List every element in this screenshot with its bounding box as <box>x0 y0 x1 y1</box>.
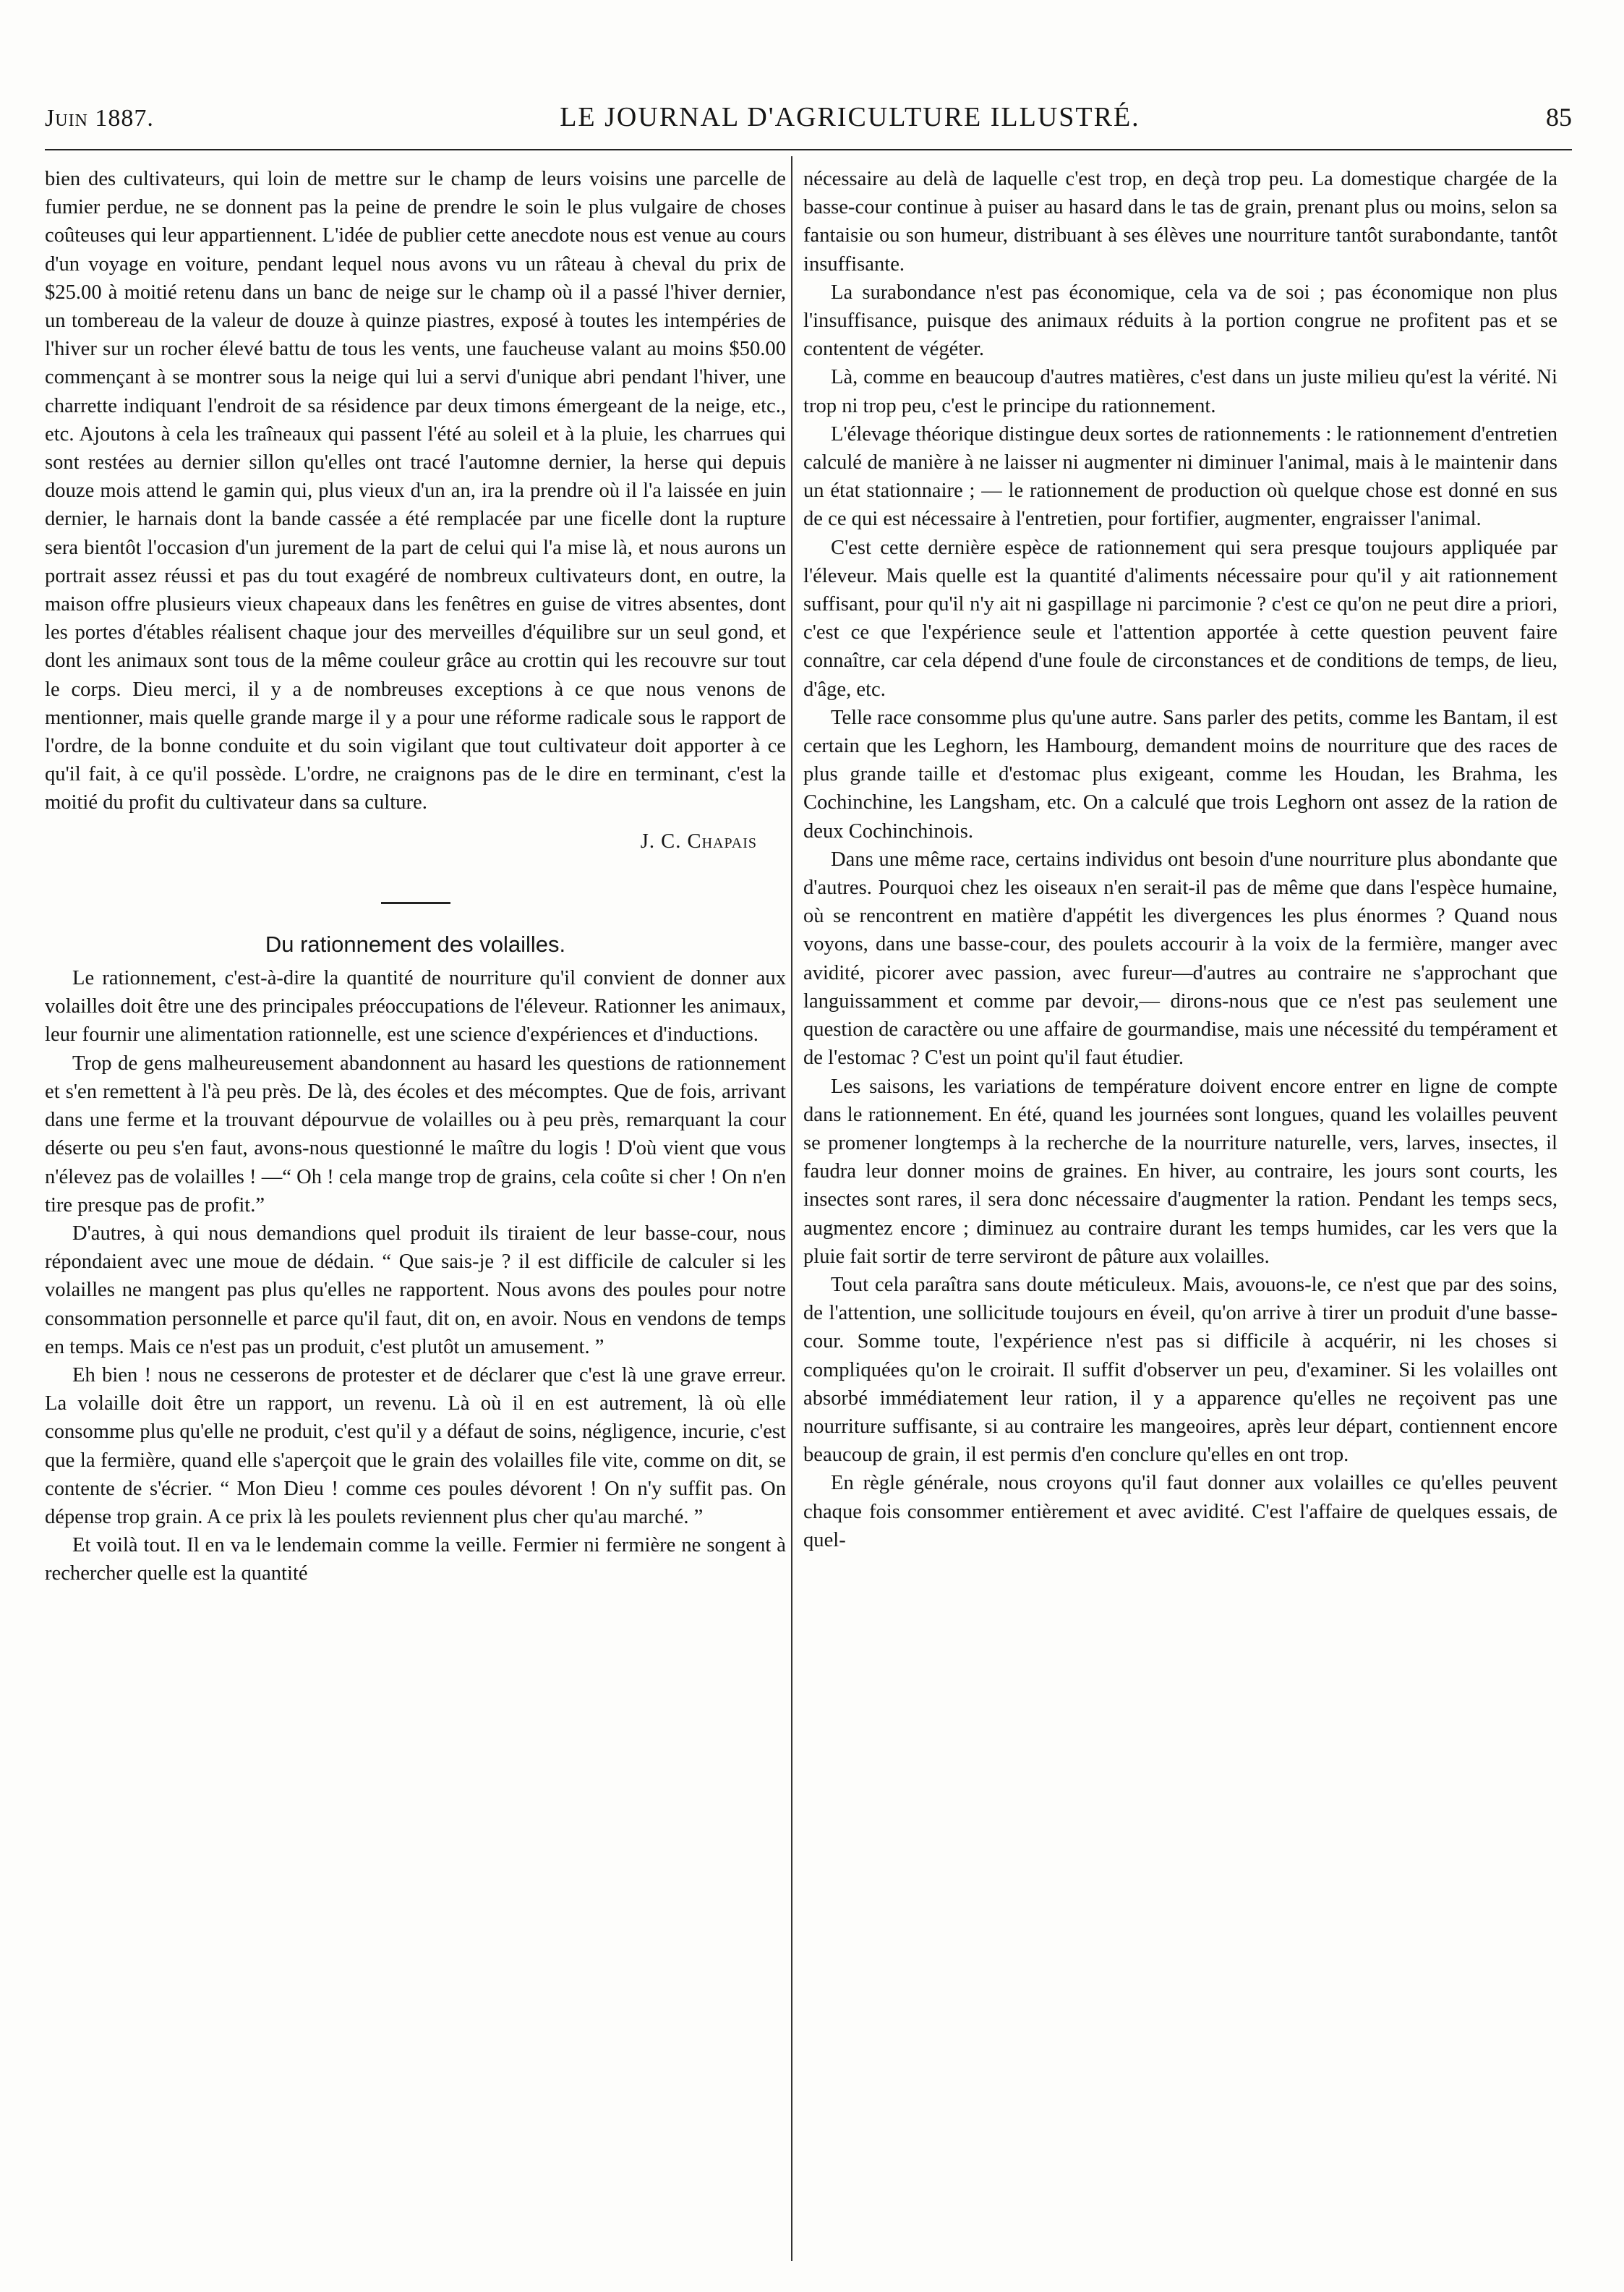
paragraph: Dans une même race, certains individus ont besoin d'une nourriture plus abondante que d'autres. Pourquoi chez les oiseaux n'en serait-il pas de même que dans l'espèce humaine, où se rencontrent en matière d'appétit les divergences les plus énormes ? Quand nous voyons, dans une basse-cour, des poulets accourir à la voix de la fermière, manger avec avidité, picorer avec passion, avec fureur—d'autres au contraire ne s'approchant que languissamment et comme par devoir,— dirons-nous que ce n'est pas seulement une question de caractère ou une affaire de gourmandise, mais une nécessité du tempérament et de l'estomac ? C'est un point qu'il faut étudier. <box>803 848 1557 1070</box>
journal-title: LE JOURNAL D'AGRICULTURE ILLUSTRÉ. <box>560 102 1140 132</box>
paragraph: Telle race consomme plus qu'une autre. Sans parler des petits, comme les Bantam, il est certain que les Leghorn, les Hambourg, demandent moins de nourriture que des races de plus grande taille et d'estomac plus exigeant, comme les Houdan, les Brahma, les Cochinchine, les Langsham, etc. On a calculé que trois Leghorn ont assez de la ration de deux Cochinchinois. <box>803 706 1557 843</box>
section-separator <box>381 902 450 904</box>
paragraph: Eh bien ! nous ne cesserons de protester et de déclarer que c'est là une grave erreur. La volaille doit être un rapport, un revenu. Là où il en est autrement, là où elle consomme plus qu'elle ne produit, c'est qu'il y a défaut de soins, négligence, incurie, c'est que la fermière, quand elle s'aperçoit que le grain des volailles file vite, comme on dit, se contente de s'écrier. “ Mon Dieu ! comme ces poules dévorent ! On n'y suffit pas. On dépense trop grain. A ce prix là les poulets reviennent plus cher qu'au marché. ” <box>45 1363 786 1528</box>
paragraph: Tout cela paraîtra sans doute méticuleux. Mais, avouons-le, ce n'est que par des soins, de l'attention, une sollicitude toujours en éveil, qu'on arrive à tirer un produit d'une basse-cour. Somme toute, l'expérience n'est pas si difficile à acquérir, ni les choses si compliquées qu'on le croirait. Il suffit d'observer un peu, d'examiner. Si les volailles ont absorbé immédiatement leur ration, il y a apparence qu'elles ne reçoivent pas une nourriture suffisante, si au contraire les mangeoires, après leur départ, contiennent encore beaucoup de grain, il est permis d'en conclure qu'elles en ont trop. <box>803 1273 1557 1467</box>
paragraph: C'est cette dernière espèce de rationnement qui sera presque toujours appliquée par l'éleveur. Mais quelle est la quantité d'aliments nécessaire pour qu'il y ait rationnement suffisant, pour qu'il n'y ait ni gaspillage ni parcimonie ? c'est ce qu'on ne peut dire a priori, c'est ce que l'expérience seule et l'attention apportée à cette question peuvent faire connaître, car cela dépend d'une foule de circonstances et de conditions de temps, de lieu, d'âge, etc. <box>803 536 1557 701</box>
paragraph: Les saisons, les variations de température doivent encore entrer en ligne de compte dans le rationnement. En été, quand les journées sont longues, quand les volailles peuvent se promener longtemps à la recherche de la nourriture naturelle, vers, larves, insectes, il faudra leur donner moins de graines. En hiver, au contraire, les jours sont courts, les insectes sont rares, il sera donc nécessaire d'augmenter la ration. Pendant les temps secs, augmentez encore ; diminuez au contraire durant les temps humides, car les vers que la pluie fait sortir de terre serviront de pâture aux volailles. <box>803 1075 1557 1268</box>
column-divider <box>791 156 792 2261</box>
paragraph: Le rationnement, c'est-à-dire la quantité de nourriture qu'il convient de donner aux volailles doit être une des principales préoccupations de l'éleveur. Rationner les animaux, leur fournir une alimentation rationnelle, est une science d'expériences et d'inductions. <box>45 967 786 1047</box>
paragraph: Là, comme en beaucoup d'autres matières, c'est dans un juste milieu qu'est la vérité. Ni trop ni trop peu, c'est le principe du rationnement. <box>803 366 1557 417</box>
right-column <box>803 165 1557 1554</box>
left-column <box>45 165 786 1588</box>
author-signature: J. C. Chapais <box>640 830 757 853</box>
paragraph: D'autres, à qui nous demandions quel produit ils tiraient de leur basse-cour, nous répondaient avec une moue de dédain. “ Que sais-je ? il est difficile de calculer si les volailles ne mangent pas plus qu'elles ne rapportent. Nous avons des poules pour notre consommation personnelle et parce qu'il faut, dit on, en avoir. Nous en vendons de temps en temps. Mais ce n'est pas un produit, c'est plutôt un amusement. ” <box>45 1222 786 1358</box>
paragraph: Et voilà tout. Il en va le lendemain comme la veille. Fermier ni fermière ne songent à rechercher quelle est la quantité <box>45 1534 786 1585</box>
paragraph: Trop de gens malheureusement abandonnent au hasard les questions de rationnement et s'en remettent à l'à peu près. De là, des écoles et des mécomptes. Que de fois, arrivant dans une ferme et la trouvant dépourvue de volailles ou à peu près, remarquant la cour déserte ou peu s'en faut, avons-nous questionné le maître du logis ! D'où vient que vous n'élevez pas de volailles ! —“ Oh ! cela mange trop de grains, cela coûte si cher ! On n'en tire presque pas de profit.” <box>45 1052 786 1217</box>
article-title: Du rationnement des volailles. <box>265 931 566 957</box>
paragraph: nécessaire au delà de laquelle c'est trop, en deçà trop peu. La domestique chargée de la basse-cour continue à puiser au hasard dans le tas de grain, prenant plus ou moins, selon sa fantaisie ou son humeur, distribuant à ses élèves une nourriture tantôt surabondante, tantôt insuffisante. <box>803 168 1557 276</box>
page-number: 85 <box>1546 103 1572 132</box>
paragraph: La surabondance n'est pas économique, cela va de soi ; pas économique non plus l'insuffisance, puisque des animaux réduits à la portion congrue ne profitent pas et se contentent de végéter. <box>803 281 1557 361</box>
paragraph: L'élevage théorique distingue deux sortes de rationnements : le rationnement d'entretien calculé de manière à ne laisser ni augmenter ni diminuer l'animal, mais à le maintenir dans un état stationnaire ; — le rationnement de production où quelque chose est donné en sus de ce qui est nécessaire à l'entretien, pour fortifier, augmenter, engraisser l'animal. <box>803 422 1557 531</box>
header-rule <box>45 149 1572 150</box>
running-head <box>45 101 1572 142</box>
paragraph: bien des cultivateurs, qui loin de mettre sur le champ de leurs voisins une parcelle de fumier perdue, ne se donnent pas la peine de prendre le soin le plus vulgaire de choses coûteuses qui leur appartiennent. L'idée de publier cette anecdote nous est venue au cours d'un voyage en voiture, pendant lequel nous avons vu un râteau à cheval du prix de $25.00 à moitié retenu dans un banc de neige sur le champ où il a passé l'hiver dernier, un tombereau de la valeur de douze à quinze piastres, exposé à toutes les intempéries de l'hiver sur un rocher élevé battu de tous les vents, une faucheuse valant au moins $50.00 commençant à se montrer sous la neige qui lui a servi d'unique abri pendant l'hiver, une charrette indiquant l'endroit de sa résidence par deux timons émergeant de la neige, etc., etc. Ajoutons à cela les traîneaux qui passent l'été au soleil et à la pluie, les charrues qui sont restées au dernier sillon qu'elles ont tracé l'automne dernier, la herse qui depuis douze mois attend le gamin qui, plus vieux d'un an, ira la prendre où il l'a laissée en juin dernier, le harnais dont la bande cassée a été remplacée par une ficelle dont la rupture sera bientôt l'occasion d'un jurement de la part de celui qui l'a mise là, et nous aurons un portrait assez réussi et pas du tout exagéré de nombreux cultivateurs dont, en outre, la maison offre plusieurs vieux chapeaux dans les fenêtres en guise de vitres absentes, dont les portes d'étables réalisent chaque jour des merveilles d'équilibre sur un seul gond, et dont les animaux sont tous de la même couleur grâce au crottin qui les recouvre sur tout le corps. Dieu merci, il y a de nombreuses exceptions à ce que nous venons de mentionner, mais quelle grande marge il y a pour une réforme radicale sous le rapport de l'ordre, de la bonne conduite et du soin vigilant que tout cultivateur doit apporter à ce qu'il fait, à ce qu'il possède. L'ordre, ne craignons pas de le dire en terminant, c'est la moitié du profit du cultivateur dans sa culture. <box>45 168 786 814</box>
issue-date: Juin 1887. <box>45 105 154 132</box>
paragraph: En règle générale, nous croyons qu'il faut donner aux volailles ce qu'elles peuvent chaque fois consommer entièrement et avec avidité. C'est l'affaire de quelques essais, de quel- <box>803 1472 1557 1551</box>
